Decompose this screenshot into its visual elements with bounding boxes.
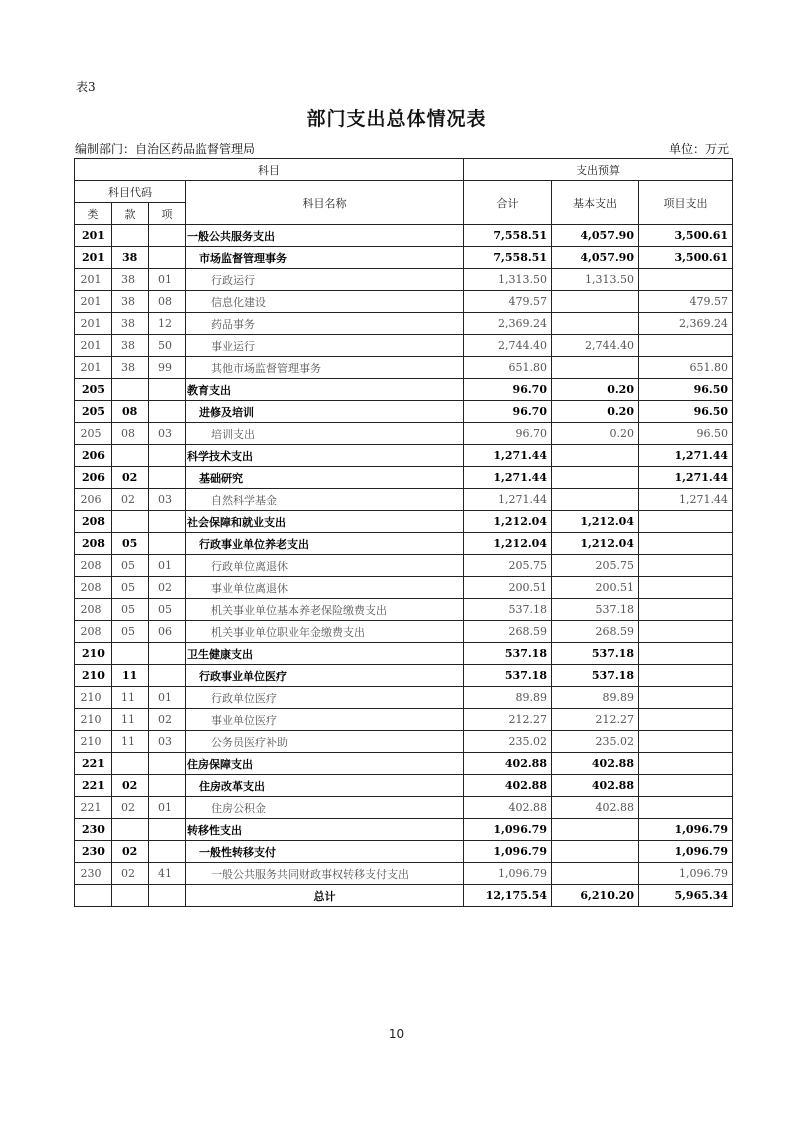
cell-kuan: 38 bbox=[112, 269, 149, 291]
cell-kuan: 02 bbox=[112, 489, 149, 511]
cell-kuan: 05 bbox=[112, 533, 149, 555]
cell-lei: 206 bbox=[75, 445, 112, 467]
cell-xiang: 02 bbox=[149, 577, 186, 599]
cell-subject-name: 信息化建设 bbox=[186, 291, 464, 313]
cell-total: 212.27 bbox=[464, 709, 552, 731]
table-row bbox=[75, 269, 733, 291]
cell-lei: 206 bbox=[75, 489, 112, 511]
cell-kuan: 11 bbox=[112, 731, 149, 753]
cell-xiang bbox=[149, 819, 186, 841]
cell-project: 1,271.44 bbox=[639, 467, 733, 489]
cell-basic: 268.59 bbox=[552, 621, 639, 643]
cell-total: 402.88 bbox=[464, 753, 552, 775]
cell-lei: 201 bbox=[75, 335, 112, 357]
cell-kuan: 05 bbox=[112, 621, 149, 643]
cell-subject-name: 药品事务 bbox=[186, 313, 464, 335]
table-row bbox=[75, 621, 733, 643]
cell-kuan: 02 bbox=[112, 775, 149, 797]
cell-subject-name: 行政单位离退休 bbox=[186, 555, 464, 577]
cell-kuan: 11 bbox=[112, 687, 149, 709]
cell-lei: 210 bbox=[75, 731, 112, 753]
cell-project bbox=[639, 599, 733, 621]
cell-lei: 230 bbox=[75, 863, 112, 885]
cell-basic: 0.20 bbox=[552, 379, 639, 401]
cell-kuan: 08 bbox=[112, 423, 149, 445]
header-row-1 bbox=[75, 159, 733, 181]
cell-basic bbox=[552, 863, 639, 885]
cell-project: 96.50 bbox=[639, 423, 733, 445]
cell-subject-name: 机关事业单位职业年金缴费支出 bbox=[186, 621, 464, 643]
cell-basic: 89.89 bbox=[552, 687, 639, 709]
cell-lei: 201 bbox=[75, 247, 112, 269]
cell-subject-name: 市场监督管理事务 bbox=[186, 247, 464, 269]
cell-total: 1,271.44 bbox=[464, 467, 552, 489]
cell-kuan: 38 bbox=[112, 247, 149, 269]
header-row-2 bbox=[75, 181, 733, 203]
cell-xiang bbox=[149, 533, 186, 555]
cell-subject-name: 事业运行 bbox=[186, 335, 464, 357]
table-row bbox=[75, 423, 733, 445]
header-budget: 支出预算 bbox=[464, 159, 733, 181]
cell-project bbox=[639, 665, 733, 687]
cell-basic: 537.18 bbox=[552, 599, 639, 621]
cell-basic: 0.20 bbox=[552, 423, 639, 445]
cell-subject-name: 社会保障和就业支出 bbox=[186, 511, 464, 533]
cell-project bbox=[639, 555, 733, 577]
cell-total: 1,313.50 bbox=[464, 269, 552, 291]
header-kuan: 款 bbox=[112, 203, 149, 225]
cell-lei: 205 bbox=[75, 379, 112, 401]
header-subject: 科目 bbox=[75, 159, 464, 181]
cell-kuan bbox=[112, 511, 149, 533]
cell-project bbox=[639, 269, 733, 291]
cell-basic: 235.02 bbox=[552, 731, 639, 753]
cell-xiang bbox=[149, 379, 186, 401]
cell-total: 200.51 bbox=[464, 577, 552, 599]
cell-basic: 1,212.04 bbox=[552, 511, 639, 533]
cell-project: 3,500.61 bbox=[639, 247, 733, 269]
cell-xiang bbox=[149, 467, 186, 489]
cell-subject-name: 事业单位医疗 bbox=[186, 709, 464, 731]
table-row bbox=[75, 379, 733, 401]
table-body bbox=[75, 225, 733, 885]
cell-xiang: 01 bbox=[149, 797, 186, 819]
cell-lei: 221 bbox=[75, 797, 112, 819]
cell-total: 537.18 bbox=[464, 665, 552, 687]
cell-xiang: 02 bbox=[149, 709, 186, 731]
cell-subject-name: 自然科学基金 bbox=[186, 489, 464, 511]
cell-xiang: 03 bbox=[149, 423, 186, 445]
cell-total: 96.70 bbox=[464, 379, 552, 401]
table-row bbox=[75, 731, 733, 753]
cell-lei: 208 bbox=[75, 555, 112, 577]
cell-kuan: 38 bbox=[112, 291, 149, 313]
cell-kuan bbox=[112, 445, 149, 467]
cell-kuan: 38 bbox=[112, 313, 149, 335]
header-xiang: 项 bbox=[149, 203, 186, 225]
cell-total: 402.88 bbox=[464, 797, 552, 819]
cell-kuan: 05 bbox=[112, 577, 149, 599]
cell-lei: 208 bbox=[75, 599, 112, 621]
cell-basic bbox=[552, 291, 639, 313]
cell-subject-name: 行政事业单位养老支出 bbox=[186, 533, 464, 555]
cell-kuan bbox=[112, 379, 149, 401]
table-row bbox=[75, 841, 733, 863]
table-row bbox=[75, 511, 733, 533]
cell-kuan: 02 bbox=[112, 863, 149, 885]
header-lei: 类 bbox=[75, 203, 112, 225]
cell-lei: 230 bbox=[75, 841, 112, 863]
cell-subject-name: 行政运行 bbox=[186, 269, 464, 291]
table-row bbox=[75, 819, 733, 841]
cell-kuan: 11 bbox=[112, 709, 149, 731]
cell-kuan: 02 bbox=[112, 841, 149, 863]
cell-basic: 4,057.90 bbox=[552, 225, 639, 247]
total-kuan bbox=[112, 885, 149, 907]
cell-basic: 1,313.50 bbox=[552, 269, 639, 291]
cell-subject-name: 机关事业单位基本养老保险缴费支出 bbox=[186, 599, 464, 621]
cell-kuan: 02 bbox=[112, 467, 149, 489]
cell-total: 1,271.44 bbox=[464, 489, 552, 511]
cell-subject-name: 住房公积金 bbox=[186, 797, 464, 819]
cell-kuan: 05 bbox=[112, 599, 149, 621]
compiling-department: 编制部门：自治区药品监督管理局 bbox=[75, 142, 256, 156]
cell-kuan: 02 bbox=[112, 797, 149, 819]
total-lei bbox=[75, 885, 112, 907]
cell-basic: 212.27 bbox=[552, 709, 639, 731]
cell-total: 1,096.79 bbox=[464, 841, 552, 863]
page-number: 10 bbox=[388, 1027, 405, 1041]
cell-subject-name: 一般公共服务共同财政事权转移支付支出 bbox=[186, 863, 464, 885]
cell-project bbox=[639, 533, 733, 555]
cell-subject-name: 其他市场监督管理事务 bbox=[186, 357, 464, 379]
cell-xiang bbox=[149, 841, 186, 863]
cell-xiang bbox=[149, 247, 186, 269]
table-row bbox=[75, 775, 733, 797]
cell-xiang bbox=[149, 225, 186, 247]
header-basic: 基本支出 bbox=[552, 181, 639, 225]
cell-subject-name: 进修及培训 bbox=[186, 401, 464, 423]
grand-total-label: 总计 bbox=[186, 885, 464, 907]
cell-project: 1,271.44 bbox=[639, 445, 733, 467]
cell-subject-name: 一般性转移支付 bbox=[186, 841, 464, 863]
cell-subject-name: 行政事业单位医疗 bbox=[186, 665, 464, 687]
cell-xiang: 03 bbox=[149, 489, 186, 511]
cell-project bbox=[639, 511, 733, 533]
grand-total-basic: 6,210.20 bbox=[552, 885, 639, 907]
cell-total: 537.18 bbox=[464, 599, 552, 621]
cell-basic: 4,057.90 bbox=[552, 247, 639, 269]
table-row bbox=[75, 467, 733, 489]
cell-project bbox=[639, 775, 733, 797]
cell-basic: 402.88 bbox=[552, 775, 639, 797]
cell-total: 1,212.04 bbox=[464, 533, 552, 555]
cell-total: 96.70 bbox=[464, 401, 552, 423]
table-row bbox=[75, 753, 733, 775]
cell-basic: 402.88 bbox=[552, 797, 639, 819]
header-project: 项目支出 bbox=[639, 181, 733, 225]
cell-lei: 201 bbox=[75, 269, 112, 291]
cell-lei: 221 bbox=[75, 753, 112, 775]
grand-total-total: 12,175.54 bbox=[464, 885, 552, 907]
cell-project: 96.50 bbox=[639, 379, 733, 401]
cell-lei: 210 bbox=[75, 687, 112, 709]
cell-subject-name: 培训支出 bbox=[186, 423, 464, 445]
cell-basic: 402.88 bbox=[552, 753, 639, 775]
cell-basic bbox=[552, 445, 639, 467]
cell-kuan: 08 bbox=[112, 401, 149, 423]
cell-xiang bbox=[149, 775, 186, 797]
cell-project bbox=[639, 687, 733, 709]
cell-lei: 201 bbox=[75, 313, 112, 335]
cell-xiang bbox=[149, 511, 186, 533]
header-name: 科目名称 bbox=[186, 181, 464, 225]
cell-kuan: 11 bbox=[112, 665, 149, 687]
cell-project: 2,369.24 bbox=[639, 313, 733, 335]
cell-kuan: 38 bbox=[112, 335, 149, 357]
cell-project bbox=[639, 709, 733, 731]
cell-project: 1,096.79 bbox=[639, 841, 733, 863]
cell-project: 479.57 bbox=[639, 291, 733, 313]
table-row bbox=[75, 357, 733, 379]
table-row bbox=[75, 643, 733, 665]
cell-xiang bbox=[149, 665, 186, 687]
cell-subject-name: 转移性支出 bbox=[186, 819, 464, 841]
cell-total: 1,096.79 bbox=[464, 863, 552, 885]
cell-lei: 201 bbox=[75, 225, 112, 247]
cell-xiang: 08 bbox=[149, 291, 186, 313]
grand-total-project: 5,965.34 bbox=[639, 885, 733, 907]
cell-xiang: 06 bbox=[149, 621, 186, 643]
cell-total: 651.80 bbox=[464, 357, 552, 379]
header-code: 科目代码 bbox=[75, 181, 186, 203]
cell-total: 537.18 bbox=[464, 643, 552, 665]
cell-basic: 0.20 bbox=[552, 401, 639, 423]
table-row bbox=[75, 313, 733, 335]
cell-lei: 230 bbox=[75, 819, 112, 841]
cell-xiang: 03 bbox=[149, 731, 186, 753]
cell-xiang: 05 bbox=[149, 599, 186, 621]
cell-total: 2,744.40 bbox=[464, 335, 552, 357]
cell-project: 3,500.61 bbox=[639, 225, 733, 247]
table-row bbox=[75, 687, 733, 709]
table-row bbox=[75, 247, 733, 269]
cell-subject-name: 一般公共服务支出 bbox=[186, 225, 464, 247]
table-row bbox=[75, 797, 733, 819]
cell-kuan bbox=[112, 753, 149, 775]
unit-label: 单位：万元 bbox=[668, 142, 729, 156]
cell-xiang bbox=[149, 401, 186, 423]
cell-basic bbox=[552, 467, 639, 489]
cell-subject-name: 基础研究 bbox=[186, 467, 464, 489]
cell-basic: 205.75 bbox=[552, 555, 639, 577]
cell-basic: 537.18 bbox=[552, 643, 639, 665]
cell-total: 235.02 bbox=[464, 731, 552, 753]
cell-xiang: 99 bbox=[149, 357, 186, 379]
table-label: 表3 bbox=[76, 80, 96, 94]
cell-kuan: 38 bbox=[112, 357, 149, 379]
cell-lei: 210 bbox=[75, 643, 112, 665]
cell-lei: 205 bbox=[75, 401, 112, 423]
cell-basic bbox=[552, 489, 639, 511]
cell-kuan: 05 bbox=[112, 555, 149, 577]
cell-total: 268.59 bbox=[464, 621, 552, 643]
table-row bbox=[75, 489, 733, 511]
table-row bbox=[75, 709, 733, 731]
cell-xiang bbox=[149, 445, 186, 467]
grand-total-row bbox=[75, 885, 733, 907]
table-row bbox=[75, 577, 733, 599]
cell-total: 205.75 bbox=[464, 555, 552, 577]
cell-subject-name: 住房保障支出 bbox=[186, 753, 464, 775]
table-row bbox=[75, 291, 733, 313]
cell-lei: 201 bbox=[75, 357, 112, 379]
cell-total: 479.57 bbox=[464, 291, 552, 313]
table-row bbox=[75, 335, 733, 357]
header-total: 合计 bbox=[464, 181, 552, 225]
cell-lei: 221 bbox=[75, 775, 112, 797]
cell-xiang bbox=[149, 753, 186, 775]
cell-total: 1,096.79 bbox=[464, 819, 552, 841]
cell-lei: 206 bbox=[75, 467, 112, 489]
cell-project bbox=[639, 731, 733, 753]
cell-kuan bbox=[112, 225, 149, 247]
cell-project: 1,096.79 bbox=[639, 863, 733, 885]
cell-lei: 208 bbox=[75, 533, 112, 555]
cell-basic: 1,212.04 bbox=[552, 533, 639, 555]
table-row bbox=[75, 665, 733, 687]
cell-project bbox=[639, 577, 733, 599]
cell-xiang bbox=[149, 643, 186, 665]
cell-project: 651.80 bbox=[639, 357, 733, 379]
cell-lei: 201 bbox=[75, 291, 112, 313]
cell-project: 1,096.79 bbox=[639, 819, 733, 841]
cell-subject-name: 事业单位离退休 bbox=[186, 577, 464, 599]
table-row bbox=[75, 533, 733, 555]
cell-basic bbox=[552, 313, 639, 335]
cell-total: 7,558.51 bbox=[464, 247, 552, 269]
cell-lei: 205 bbox=[75, 423, 112, 445]
cell-basic: 537.18 bbox=[552, 665, 639, 687]
cell-subject-name: 教育支出 bbox=[186, 379, 464, 401]
cell-xiang: 50 bbox=[149, 335, 186, 357]
cell-total: 89.89 bbox=[464, 687, 552, 709]
table-row bbox=[75, 599, 733, 621]
table-row bbox=[75, 445, 733, 467]
table-row bbox=[75, 555, 733, 577]
cell-subject-name: 科学技术支出 bbox=[186, 445, 464, 467]
cell-xiang: 41 bbox=[149, 863, 186, 885]
expenditure-table bbox=[74, 158, 733, 907]
cell-total: 1,271.44 bbox=[464, 445, 552, 467]
cell-total: 402.88 bbox=[464, 775, 552, 797]
cell-project bbox=[639, 753, 733, 775]
cell-lei: 208 bbox=[75, 511, 112, 533]
table-row bbox=[75, 401, 733, 423]
cell-project bbox=[639, 621, 733, 643]
cell-project bbox=[639, 797, 733, 819]
cell-project bbox=[639, 643, 733, 665]
cell-xiang: 01 bbox=[149, 687, 186, 709]
cell-lei: 210 bbox=[75, 665, 112, 687]
table-row bbox=[75, 225, 733, 247]
cell-basic: 2,744.40 bbox=[552, 335, 639, 357]
cell-lei: 208 bbox=[75, 621, 112, 643]
cell-basic bbox=[552, 819, 639, 841]
cell-basic bbox=[552, 357, 639, 379]
cell-project: 1,271.44 bbox=[639, 489, 733, 511]
cell-basic: 200.51 bbox=[552, 577, 639, 599]
cell-xiang: 12 bbox=[149, 313, 186, 335]
cell-xiang: 01 bbox=[149, 269, 186, 291]
cell-total: 1,212.04 bbox=[464, 511, 552, 533]
cell-project: 96.50 bbox=[639, 401, 733, 423]
cell-subject-name: 住房改革支出 bbox=[186, 775, 464, 797]
cell-kuan bbox=[112, 819, 149, 841]
cell-kuan bbox=[112, 643, 149, 665]
cell-xiang: 01 bbox=[149, 555, 186, 577]
cell-total: 7,558.51 bbox=[464, 225, 552, 247]
page-title: 部门支出总体情况表 bbox=[306, 108, 487, 130]
cell-subject-name: 公务员医疗补助 bbox=[186, 731, 464, 753]
cell-subject-name: 卫生健康支出 bbox=[186, 643, 464, 665]
cell-total: 2,369.24 bbox=[464, 313, 552, 335]
cell-lei: 208 bbox=[75, 577, 112, 599]
cell-total: 96.70 bbox=[464, 423, 552, 445]
cell-project bbox=[639, 335, 733, 357]
total-xiang bbox=[149, 885, 186, 907]
cell-basic bbox=[552, 841, 639, 863]
table-row bbox=[75, 863, 733, 885]
cell-subject-name: 行政单位医疗 bbox=[186, 687, 464, 709]
cell-lei: 210 bbox=[75, 709, 112, 731]
